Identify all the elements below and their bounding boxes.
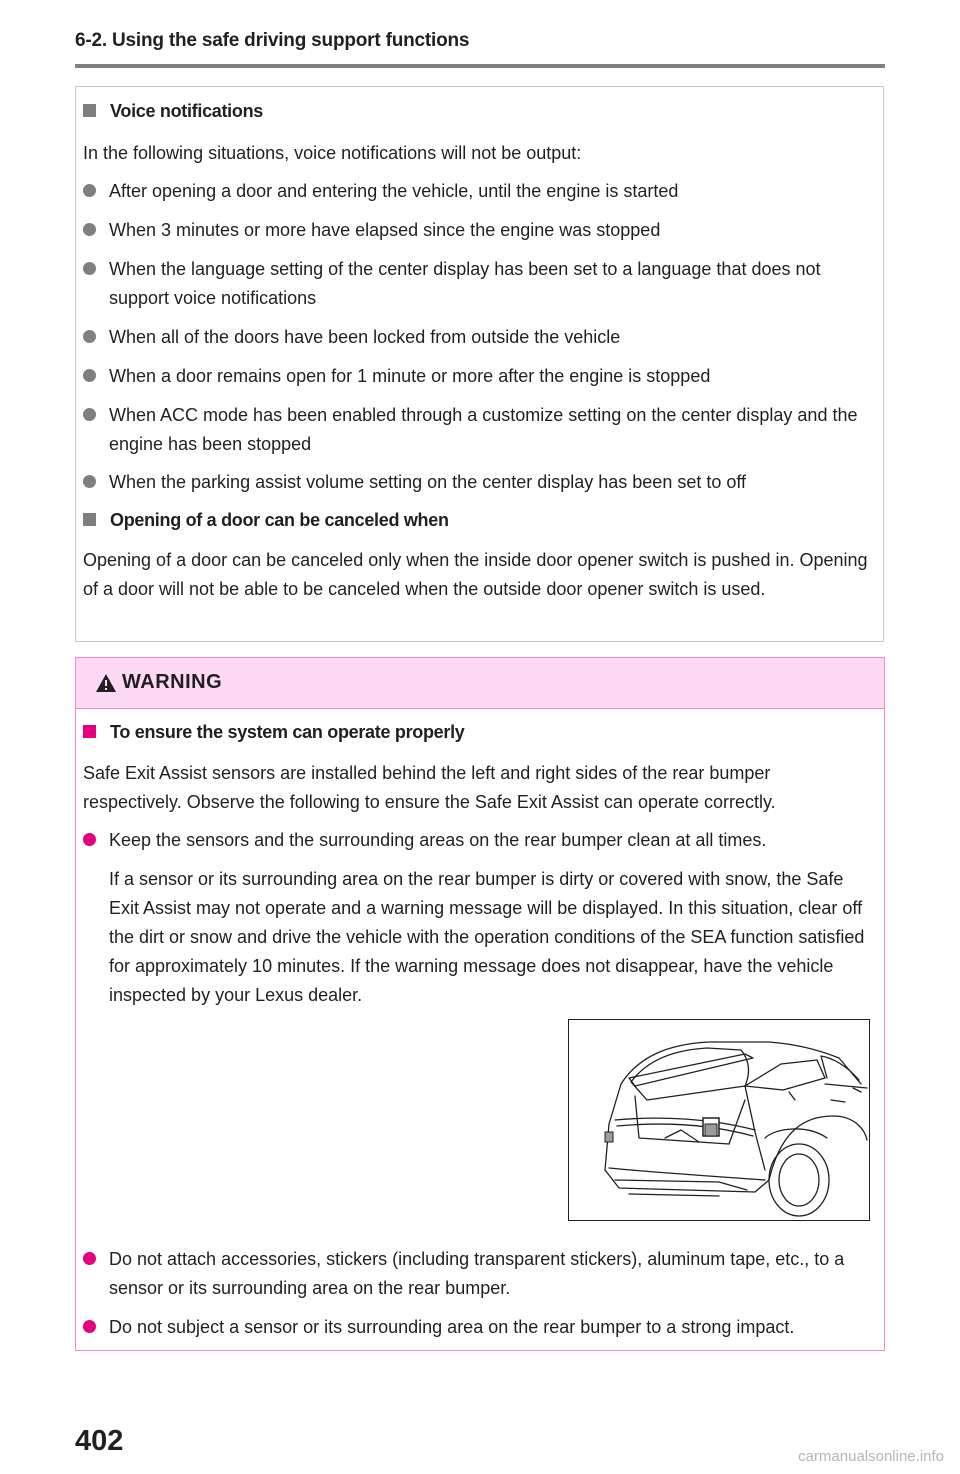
bullet-dot-icon xyxy=(83,475,96,488)
door-cancel-heading: Opening of a door can be canceled when xyxy=(83,510,449,531)
warning-heading: To ensure the system can operate properly xyxy=(83,722,465,743)
voice-bullet-1: After opening a door and entering the vehicle, until the engine is started xyxy=(83,177,873,206)
voice-bullet-5: When a door remains open for 1 minute or more after the engine is stopped xyxy=(83,362,873,391)
warning-bullet-2: Do not attach accessories, stickers (including transparent stickers), aluminum tape, etc., to a sensor or its surrounding area on the rear bumper. xyxy=(83,1245,873,1303)
bullet-dot-icon xyxy=(83,223,96,236)
watermark-text: carmanualsonline.info xyxy=(798,1448,944,1465)
voice-notifications-heading: Voice notifications xyxy=(83,101,263,122)
rear-bumper-sensor-illustration xyxy=(568,1019,870,1221)
bullet-dot-icon xyxy=(83,262,96,275)
bullet-dot-icon xyxy=(83,833,96,846)
car-rear-illustration xyxy=(569,1020,869,1220)
bullet-dot-icon xyxy=(83,184,96,197)
voice-bullet-3: When the language setting of the center display has been set to a language that does not support voice notifications xyxy=(83,255,873,313)
warning-bullet-1: Keep the sensors and the surrounding areas on the rear bumper clean at all times. xyxy=(83,826,873,855)
voice-bullet-6: When ACC mode has been enabled through a customize setting on the center display and the engine has been stopped xyxy=(83,401,873,459)
bullet-dot-icon xyxy=(83,408,96,421)
voice-bullet-7: When the parking assist volume setting on the center display has been set to off xyxy=(83,468,873,497)
section-header-title: 6-2. Using the safe driving support functions xyxy=(75,30,470,51)
page-number: 402 xyxy=(75,1425,124,1457)
warning-bullet-3: Do not subject a sensor or its surrounding area on the rear bumper to a strong impact. xyxy=(83,1313,873,1342)
warning-title: WARNING xyxy=(122,671,223,693)
bullet-dot-icon xyxy=(83,330,96,343)
bullet-dot-icon xyxy=(83,1252,96,1265)
voice-notifications-intro: In the following situations, voice notifications will not be output: xyxy=(83,143,582,163)
voice-bullet-4: When all of the doors have been locked from outside the vehicle xyxy=(83,323,873,352)
bullet-dot-icon xyxy=(83,369,96,382)
warning-intro: Safe Exit Assist sensors are installed behind the left and right sides of the rear bumper respectively. Observe the following to ensure the Safe Exit Assist can operate correctly. xyxy=(83,763,776,812)
voice-bullet-2: When 3 minutes or more have elapsed since the engine was stopped xyxy=(83,216,873,245)
square-bullet-icon xyxy=(83,104,96,117)
square-bullet-icon xyxy=(83,725,96,738)
warning-sub-paragraph: If a sensor or its surrounding area on the rear bumper is dirty or covered with snow, the Safe Exit Assist may not operate and a warning message will be displayed. In this situation, clear off the dirt or snow and drive the vehicle with the operation conditions of the SEA function satisfied for approximately 10 minutes. If the warning message does not disappear, have the vehicle inspected by your Lexus dealer. xyxy=(109,869,865,1005)
bullet-dot-icon xyxy=(83,1320,96,1333)
square-bullet-icon xyxy=(83,513,96,526)
door-cancel-body: Opening of a door can be canceled only when the inside door opener switch is pushed in. Opening of a door will not be able to be canceled when the outside door opener switch is used. xyxy=(83,550,868,599)
warning-header xyxy=(76,658,884,709)
warning-triangle-icon xyxy=(95,673,117,693)
header-divider xyxy=(75,64,885,68)
